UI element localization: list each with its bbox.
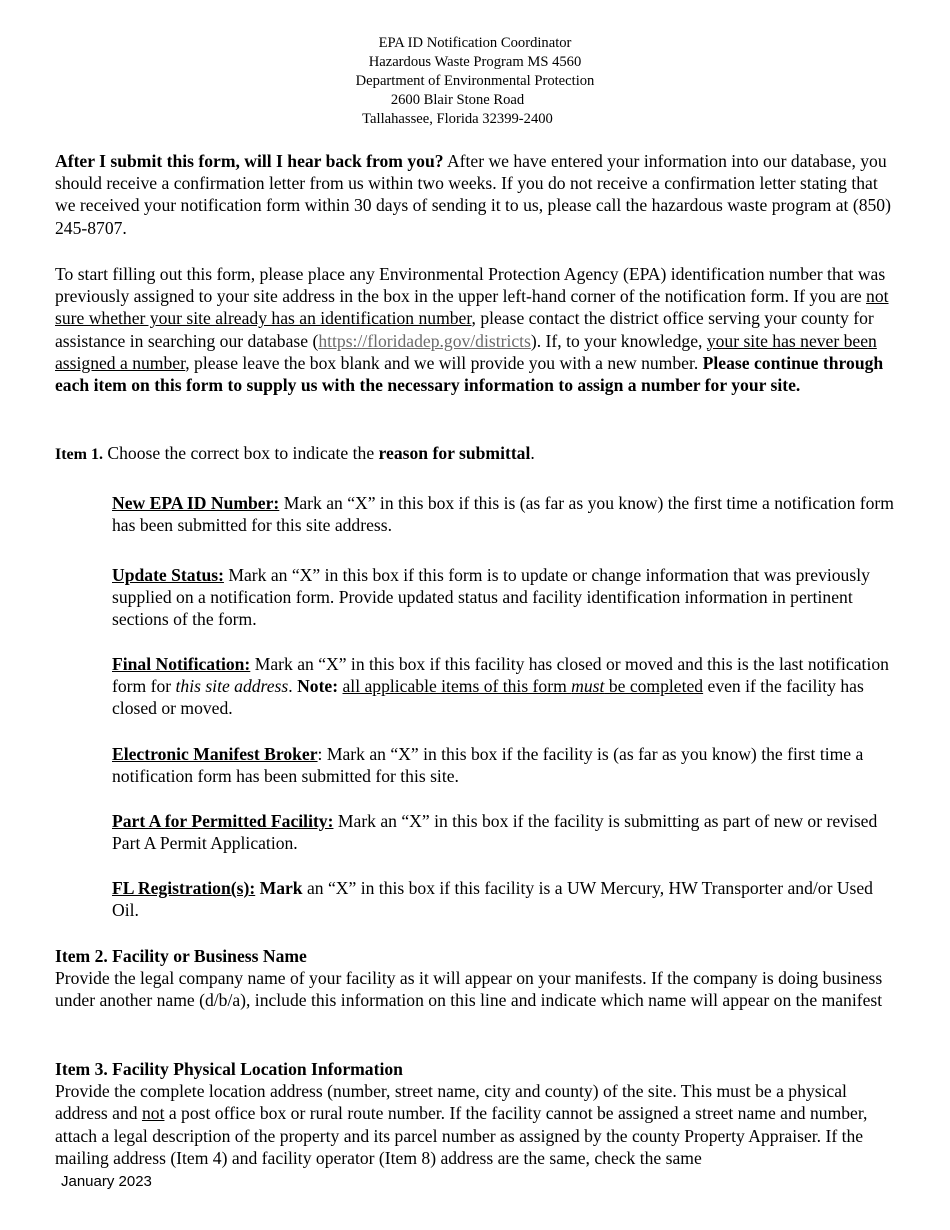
item3-heading: Item 3. Facility Physical Location Information xyxy=(55,1059,403,1079)
option-underline-text: be completed xyxy=(604,676,704,697)
item2-heading: Item 2. Facility or Business Name xyxy=(55,946,307,966)
option-update-status xyxy=(112,564,902,631)
option-text: Mark an “X” in this box if this facility has closed or moved and this is the last notification form for xyxy=(112,654,889,697)
address-line: Department of Environmental Protection xyxy=(355,73,595,89)
option-title: Final Notification: xyxy=(112,654,251,674)
item3-text xyxy=(55,1080,900,1169)
option-new-epa-id xyxy=(112,492,902,536)
start-text: , please leave the box blank and we will provide you with a new number. xyxy=(185,352,703,373)
hear-back-question: After I submit this form, will I hear back from you? xyxy=(55,151,444,171)
item1-text: Choose the correct box to indicate the xyxy=(102,443,379,463)
item1-label: Item 1. xyxy=(55,446,103,463)
item3-underline-text: not xyxy=(141,1103,165,1124)
address-line: Hazardous Waste Program MS 4560 xyxy=(368,54,582,70)
hear-back-paragraph xyxy=(55,150,900,239)
option-text: Mark an “X” in this box if the facility is submitting as part of new or revised Part A Permit Application. xyxy=(112,811,878,854)
item1-text: . xyxy=(530,443,535,463)
option-bold-text: Mark xyxy=(259,878,303,898)
start-instructions-paragraph xyxy=(55,263,900,396)
option-fl-registration xyxy=(112,877,902,921)
mailing-address-block xyxy=(0,34,950,129)
option-final-notification xyxy=(112,653,902,720)
option-underline-italic-text: must xyxy=(571,676,605,697)
start-bold-text: Please continue through each item on this form to supply us with the necessary information to assign a number for your site. xyxy=(55,352,884,396)
item2-text: Provide the legal company name of your facility as it will appear on your manifests. If the company is doing business under another name (d/b/a), include this information on this line and indicate which name will appear on the manifest xyxy=(55,968,883,1011)
start-underline-text: your site has never been assigned a number xyxy=(55,330,877,373)
option-text: . xyxy=(288,676,298,697)
address-line: EPA ID Notification Coordinator xyxy=(378,35,572,51)
option-title: Part A for Permitted Facility: xyxy=(112,811,334,831)
start-text: ). If, to your knowledge, xyxy=(530,330,707,351)
item1-heading xyxy=(55,442,900,466)
option-italic-text: this site address xyxy=(175,676,289,697)
option-text: : Mark an “X” in this box if the facility is (as far as you know) the first time a notification form has been submitted for this site. xyxy=(112,744,864,787)
option-part-a-permitted xyxy=(112,810,902,854)
footer-date: January 2023 xyxy=(61,1173,152,1190)
start-text: , please contact the district office serving your county for assistance in searching our database ( xyxy=(55,308,874,351)
start-underline-text: not sure whether your site already has an identification number xyxy=(55,286,889,329)
item1-bold-text: reason for submittal xyxy=(378,443,531,463)
hear-back-answer: After we have entered your information into our database, you should receive a confirmation letter from us within two weeks. If you do not receive a confirmation letter stating that we received your notification form within 30 days of sending it to us, please call the hazardous waste program at (850) 245-8707. xyxy=(55,151,891,238)
note-label: Note: xyxy=(297,676,339,697)
item3-text-part: a post office box or rural route number. If the facility cannot be assigned a street name and number, attach a legal description of the property and its parcel number as assigned by the county Property Appraiser. If the mailing address (Item 4) and facility operator (Item 8) address are the same, check the same xyxy=(55,1103,868,1168)
item3-text-part: Provide the complete location address (number, street name, city and county) of the site. This must be a physical address and xyxy=(55,1081,847,1124)
option-title: FL Registration(s): xyxy=(112,878,256,898)
districts-link[interactable]: https://floridadep.gov/districts xyxy=(318,330,531,351)
option-title: New EPA ID Number: xyxy=(112,493,280,513)
item3-section xyxy=(55,1058,900,1169)
option-text: Mark an “X” in this box if this form is to update or change information that was previously supplied on a notification form. Provide updated status and facility identification information in pertinent sections of the form. xyxy=(112,565,870,630)
address-line: 2600 Blair Stone Road xyxy=(390,92,525,108)
option-underline-text: all applicable items of this form xyxy=(342,676,572,697)
option-title: Update Status: xyxy=(112,565,224,585)
option-electronic-manifest-broker xyxy=(112,743,902,787)
option-text: an “X” in this box if this facility is a UW Mercury, HW Transporter and/or Used Oil. xyxy=(112,878,873,921)
address-line: Tallahassee, Florida 32399-2400 xyxy=(362,111,553,127)
option-text: even if the facility has closed or moved. xyxy=(112,676,864,719)
option-text: Mark an “X” in this box if this is (as far as you know) the first time a notification form has been submitted for this site address. xyxy=(112,493,894,536)
option-title: Electronic Manifest Broker xyxy=(112,744,318,764)
item2-section xyxy=(55,945,900,1012)
start-text: To start filling out this form, please place any Environmental Protection Agency (EPA) identification number that was previously assigned to your site address in the box in the upper left-hand corner of the notification form. If you are xyxy=(55,264,886,307)
